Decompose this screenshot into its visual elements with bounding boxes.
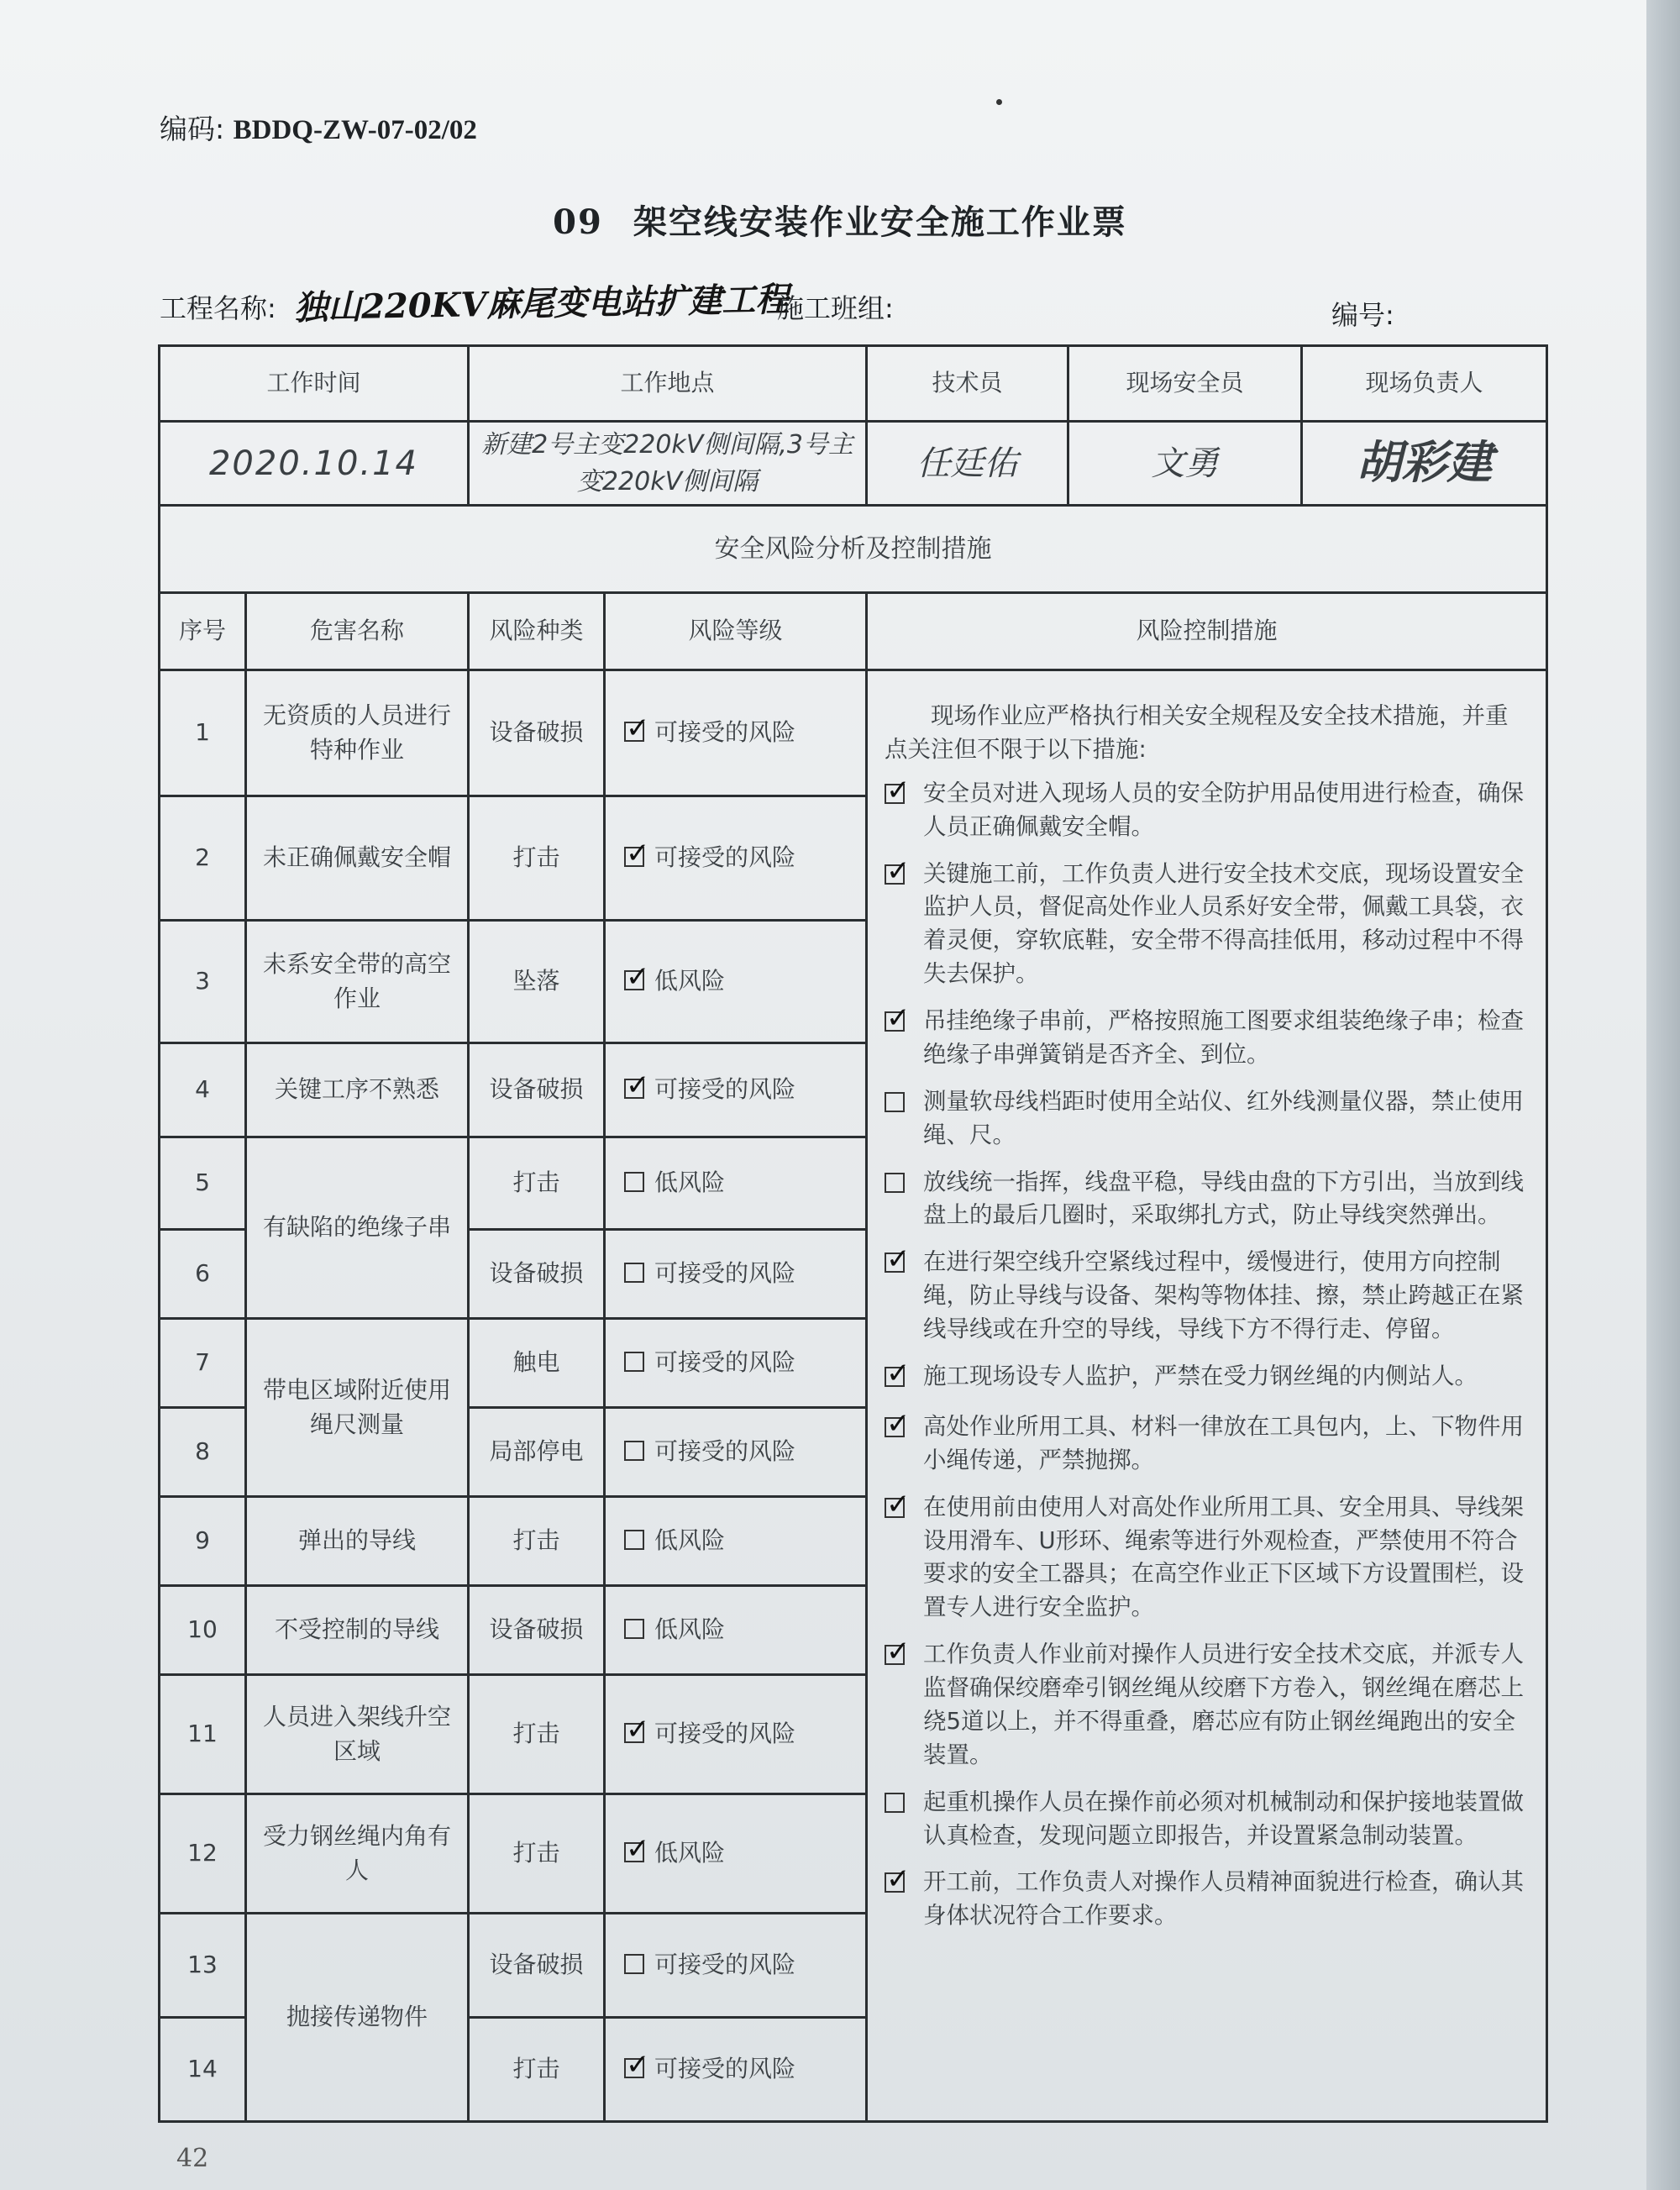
technician-signature: 任廷佑: [867, 422, 1068, 506]
site-manager-signature: 胡彩建: [1302, 422, 1547, 506]
control-measure-text: 安全员对进入现场人员的安全防护用品使用进行检查，确保人员正确佩戴安全帽。: [923, 779, 1525, 840]
control-measure-checkbox[interactable]: ✓: [886, 853, 911, 888]
risk-row: [160, 670, 1547, 796]
risk-seq: 3: [160, 921, 246, 1043]
filled-row: [160, 422, 1547, 506]
risk-type: 打击: [469, 796, 605, 921]
site-manager-header: 现场负责人: [1302, 346, 1547, 422]
risk-level-label: 低风险: [654, 1615, 726, 1644]
control-measure-item: [885, 1001, 1527, 1072]
risk-type: 设备破损: [469, 1586, 605, 1675]
risk-level-header: 风险等级: [605, 593, 867, 670]
project-name-handwritten: 独山220KV麻尾变电站扩建工程: [293, 279, 790, 328]
hazard-header: 危害名称: [246, 593, 469, 670]
control-measure-item: [885, 1085, 1527, 1153]
risk-level: [605, 1586, 867, 1675]
risk-hazard: 有缺陷的绝缘子串: [246, 1137, 469, 1319]
control-measure-checkbox[interactable]: ✓: [886, 1862, 911, 1897]
control-measure-checkbox[interactable]: ✓: [886, 1001, 911, 1035]
risk-seq: 9: [160, 1497, 246, 1586]
risk-hazard: 带电区域附近使用绳尺测量: [246, 1319, 469, 1497]
risk-type: 坠落: [469, 921, 605, 1043]
header-row: [160, 346, 1547, 422]
control-measure-text: 施工现场设专人监护，严禁在受力钢丝绳的内侧站人。: [923, 1362, 1478, 1389]
risk-level-label: 可接受的风险: [654, 1259, 796, 1288]
team-label: 施工班组:: [777, 292, 894, 324]
risk-seq: 8: [160, 1408, 246, 1497]
risk-level: [605, 1794, 867, 1914]
column-header-row: [160, 593, 1547, 670]
control-measure-item: [885, 1356, 1527, 1397]
control-measure-text: 工作负责人作业前对操作人员进行安全技术交底，并派专人监督确保绞磨牵引钢丝绳从绞磨下方卷入，钢丝绳在磨芯上绕5道以上，并不得重叠，磨芯应有防止钢丝绳跑出的安全装置。: [923, 1641, 1525, 1768]
safety-officer-signature: 文勇: [1068, 422, 1302, 506]
page-number: 42: [176, 2144, 209, 2173]
risk-level: [605, 1675, 867, 1794]
risk-level-label: 可接受的风险: [654, 1437, 796, 1466]
control-measure-checkbox[interactable]: [885, 1173, 905, 1193]
work-date-value: 2020.10.14: [160, 422, 469, 506]
risk-type: 局部停电: [469, 1408, 605, 1497]
background-edge: [1646, 0, 1680, 2190]
risk-hazard: 不受控制的导线: [246, 1586, 469, 1675]
risk-type: 设备破损: [469, 1043, 605, 1137]
risk-level-label: 可接受的风险: [654, 843, 796, 872]
risk-type: 设备破损: [469, 670, 605, 796]
risk-level-label: 低风险: [654, 1526, 726, 1555]
title-number: 09: [553, 202, 603, 242]
risk-level: [605, 796, 867, 921]
risk-seq: 10: [160, 1586, 246, 1675]
document-code-label: 编码:: [160, 113, 225, 145]
control-measure-text: 在使用前由使用人对高处作业所用工具、安全用具、导线架设用滑车、U形环、绳索等进行外观检查，严禁使用不符合要求的安全工器具；在高空作业正下区域下方设置围栏，设置专人进行安全监护。: [923, 1493, 1525, 1621]
work-time-header: 工作时间: [160, 346, 469, 422]
risk-level-checkbox[interactable]: [624, 1263, 644, 1283]
risk-level: [605, 1230, 867, 1319]
risk-level-checkbox[interactable]: [624, 1352, 644, 1372]
control-measure-text: 起重机操作人员在操作前必须对机械制动和保护接地装置做认真检查，发现问题立即报告，并设置紧急制动装置。: [923, 1788, 1525, 1849]
control-measure-checkbox[interactable]: ✓: [886, 1242, 911, 1277]
control-measure-checkbox[interactable]: [885, 1793, 905, 1813]
risk-level-checkbox[interactable]: ✓: [626, 1713, 650, 1747]
risk-level-label: 低风险: [654, 967, 726, 995]
risk-seq: 4: [160, 1043, 246, 1137]
control-measures: [867, 670, 1547, 2122]
risk-type: 打击: [469, 1137, 605, 1230]
risk-level: [605, 1043, 867, 1137]
risk-seq: 5: [160, 1137, 246, 1230]
risk-level-label: 可接受的风险: [654, 2055, 796, 2083]
risk-type-header: 风险种类: [469, 593, 605, 670]
risk-level-checkbox[interactable]: [624, 1441, 644, 1461]
risk-seq: 6: [160, 1230, 246, 1319]
risk-hazard: 无资质的人员进行特种作业: [246, 670, 469, 796]
control-measure-item: [885, 1242, 1527, 1347]
risk-level: [605, 670, 867, 796]
risk-type: 设备破损: [469, 1230, 605, 1319]
seq-header: 序号: [160, 593, 246, 670]
controls-intro: 现场作业应严格执行相关安全规程及安全技术措施，并重点关注但不限于以下措施:: [885, 702, 1509, 763]
control-measure-text: 关键施工前，工作负责人进行安全技术交底，现场设置安全监护人员，督促高处作业人员系好安全带，佩戴工具袋，衣着灵便，穿软底鞋，安全带不得高挂低用，移动过程中不得失去保护。: [923, 859, 1525, 988]
risk-level: [605, 921, 867, 1043]
safety-officer-header: 现场安全员: [1068, 346, 1302, 422]
risk-level-checkbox[interactable]: ✓: [626, 1069, 650, 1103]
control-measure-checkbox[interactable]: [885, 1092, 905, 1112]
risk-type: 设备破损: [469, 1914, 605, 2018]
control-measure-item: [885, 1406, 1527, 1478]
work-place-header: 工作地点: [469, 346, 867, 422]
document-code-value: BDDQ-ZW-07-02/02: [233, 115, 477, 145]
risk-seq: 12: [160, 1794, 246, 1914]
project-label: 工程名称:: [160, 292, 276, 324]
risk-seq: 14: [160, 2018, 246, 2122]
ink-dot: [996, 99, 1002, 105]
risk-level-checkbox[interactable]: ✓: [626, 1832, 650, 1867]
risk-seq: 11: [160, 1675, 246, 1794]
control-measure-text: 测量软母线档距时使用全站仪、红外线测量仪器，禁止使用绳、尺。: [923, 1087, 1525, 1148]
control-measure-item: [885, 1166, 1527, 1233]
risk-level-label: 可接受的风险: [654, 718, 796, 747]
control-measure-item: [885, 853, 1527, 992]
risk-hazard: 未正确佩戴安全帽: [246, 796, 469, 921]
control-measure-text: 吊挂绝缘子串前，严格按照施工图要求组装绝缘子串；检查绝缘子串弹簧销是否齐全、到位。: [923, 1007, 1525, 1068]
title-text: 架空线安装作业安全施工作业票: [633, 202, 1127, 242]
risk-hazard: 未系安全带的高空作业: [246, 921, 469, 1043]
risk-level: [605, 1408, 867, 1497]
risk-hazard: 抛接传递物件: [246, 1914, 469, 2122]
technician-header: 技术员: [867, 346, 1068, 422]
control-measure-checkbox[interactable]: ✓: [886, 773, 911, 807]
risk-seq: 7: [160, 1319, 246, 1408]
risk-hazard: 关键工序不熟悉: [246, 1043, 469, 1137]
risk-level-checkbox[interactable]: ✓: [626, 2048, 650, 2082]
control-measure-text: 在进行架空线升空紧线过程中，缓慢进行，使用方向控制绳，防止导线与设备、架构等物体挂、擦，禁止跨越正在紧线导线或在升空的导线，导线下方不得行走、停留。: [923, 1248, 1525, 1342]
risk-level-label: 可接受的风险: [654, 1951, 796, 1979]
risk-hazard: 弹出的导线: [246, 1497, 469, 1586]
risk-type: 打击: [469, 1497, 605, 1586]
risk-type: 触电: [469, 1319, 605, 1408]
risk-level: [605, 1497, 867, 1586]
risk-level-checkbox[interactable]: ✓: [626, 837, 650, 871]
control-measure-item: [885, 1786, 1527, 1853]
risk-level-checkbox[interactable]: [624, 1619, 644, 1639]
risk-level-checkbox[interactable]: [624, 1172, 644, 1192]
risk-level: [605, 1137, 867, 1230]
control-measure-item: [885, 1635, 1527, 1772]
control-measure-text: 开工前，工作负责人对操作人员精神面貌进行检查，确认其身体状况符合工作要求。: [923, 1868, 1525, 1930]
risk-level-label: 低风险: [654, 1839, 726, 1867]
risk-level-label: 可接受的风险: [654, 1348, 796, 1377]
controls-header: 风险控制措施: [867, 593, 1547, 670]
safety-ticket-table: [158, 344, 1548, 2123]
risk-seq: 13: [160, 1914, 246, 2018]
section-title: 安全风险分析及控制措施: [160, 506, 1547, 593]
serial-label: 编号:: [1331, 299, 1394, 331]
control-measure-checkbox[interactable]: ✓: [886, 1356, 911, 1390]
risk-level: [605, 2018, 867, 2122]
risk-level-checkbox[interactable]: ✓: [626, 712, 650, 746]
risk-type: 打击: [469, 1675, 605, 1794]
control-measure-checkbox[interactable]: ✓: [886, 1406, 911, 1441]
risk-level-checkbox[interactable]: [624, 1530, 644, 1550]
risk-type: 打击: [469, 2018, 605, 2122]
control-measure-item: [885, 773, 1527, 844]
risk-level-label: 可接受的风险: [654, 1720, 796, 1748]
document-code: [160, 108, 477, 147]
project-row: [160, 279, 1546, 331]
risk-level-label: 低风险: [654, 1169, 726, 1197]
risk-level-checkbox[interactable]: [624, 1954, 644, 1974]
risk-level-label: 可接受的风险: [654, 1075, 796, 1104]
page-title: [0, 196, 1680, 244]
work-place-value: 新建2号主变220kV侧间隔,3号主变220kV侧间隔: [469, 422, 867, 506]
risk-hazard: 受力钢丝绳内角有人: [246, 1794, 469, 1914]
control-measure-checkbox[interactable]: ✓: [886, 1487, 911, 1521]
risk-seq: 1: [160, 670, 246, 796]
risk-hazard: 人员进入架线升空区域: [246, 1675, 469, 1794]
risk-level-checkbox[interactable]: ✓: [626, 960, 650, 995]
control-measure-checkbox[interactable]: ✓: [886, 1635, 911, 1669]
control-measure-item: [885, 1862, 1527, 1933]
risk-level: [605, 1914, 867, 2018]
risk-level: [605, 1319, 867, 1408]
section-title-row: [160, 506, 1547, 593]
control-measure-item: [885, 1487, 1527, 1625]
control-measure-text: 放线统一指挥，线盘平稳，导线由盘的下方引出，当放到线盘上的最后几圈时，采取绑扎方式，防止导线突然弹出。: [923, 1168, 1525, 1229]
risk-type: 打击: [469, 1794, 605, 1914]
risk-seq: 2: [160, 796, 246, 921]
control-measure-text: 高处作业所用工具、材料一律放在工具包内，上、下物件用小绳传递，严禁抛掷。: [923, 1412, 1525, 1473]
